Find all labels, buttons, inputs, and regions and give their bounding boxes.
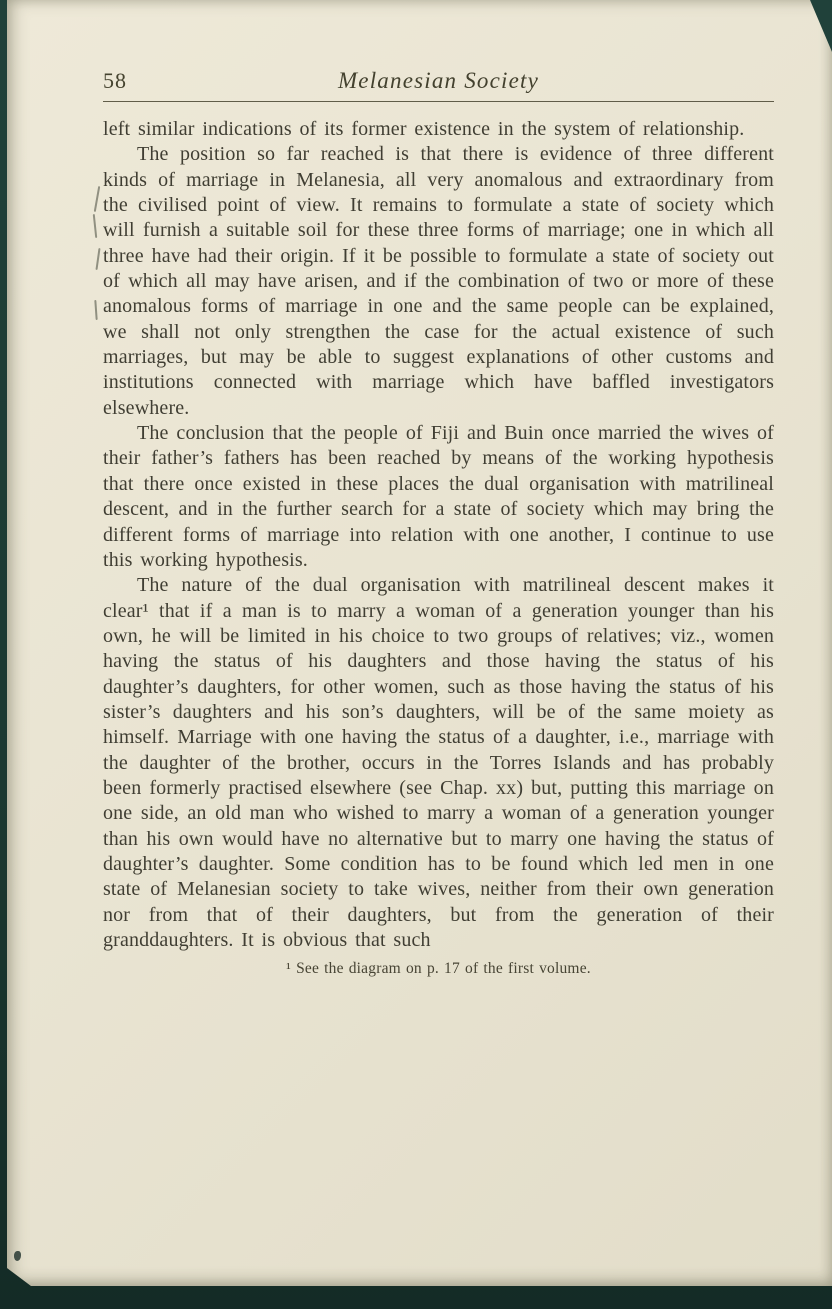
body-paragraph: left similar indications of its former existence in the system of relationship. bbox=[103, 118, 745, 140]
footnote: ¹ See the diagram on p. 17 of the first volume. bbox=[286, 960, 591, 978]
body-paragraph: The position so far reached is that there is evidence of three different kinds of marriage in Melanesia, all very anomalous and extraordinary from the civilised point of view. It remains to formulate a state of society which will furnish a suitable soil for these three forms of marriage; one in which all three have had their origin. If it be possible to formulate a state of society out of which all may have arisen, and if the combination of two or more of these anomalous forms of marriage in one and the same people can be explained, we shall not only strengthen the case for the actual existence of such marriages, but may be able to suggest explanations of other customs and institutions connected with marriage which have baffled investigators elsewhere. bbox=[103, 143, 774, 419]
body-paragraph: The nature of the dual organisation with matrilineal descent makes it clear¹ that if a man is to marry a woman of a generation younger than his own, he will be limited in his choice to two groups of relatives; viz., women having the status of his daughters and those having the status of his daughter’s daughters, for other women, such as those having the status of his sister’s daughters and his son’s daughters, will be of the same moiety as himself. Marriage with one having the status of a daughter, i.e., marriage with the daughter of the brother, occurs in the Torres Islands and has probably been formerly practised elsewhere (see Chap. xx) but, putting this marriage on one side, an old man who wished to marry a woman of a generation younger than his own would have no alternative but to marry one having the status of daughter’s daughter. Some condition has to be found which led men in one state of Melanesian society to take wives, neither from their own generation nor from that of their daughters, but from the generation of their granddaughters. It is obvious that such bbox=[103, 574, 774, 951]
page-body bbox=[103, 117, 774, 953]
running-head bbox=[103, 62, 774, 94]
header-rule bbox=[103, 101, 774, 102]
running-header-title: Melanesian Society bbox=[337, 68, 540, 93]
page-number: 58 bbox=[103, 68, 127, 93]
book-page-content bbox=[7, 0, 832, 1286]
body-paragraph: The conclusion that the people of Fiji and Buin once married the wives of their father’s fathers has been reached by means of the working hypothesis that there once existed in these places the dual organisation with matrilineal descent, and in the further search for a state of society which may bring the different forms of marriage into relation with one another, I continue to use this working hypothesis. bbox=[103, 422, 774, 571]
